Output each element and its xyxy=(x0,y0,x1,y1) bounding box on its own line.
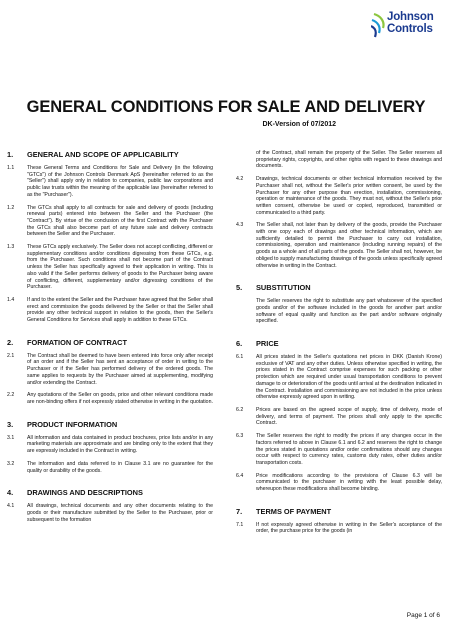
clause: 1.3 These GTCs apply exclusively. The Seller does not accept conflicting, different or supplementary conditions and/or conditions digressing from these GTCs, e.g. from the Purchaser. Such conditions shall not become part of the Contract unless the Seller has specifically agreed to their application in writing. This is also valid if the Seller performs delivery of goods to the Purchaser being aware of conflicting, different, supplementary and/or digressing conditions of the Purchaser. xyxy=(7,244,213,291)
clause-continued: of the Contract, shall remain the property of the Seller. The Seller reserves all proprietary rights, copyrights, and other rights with regard to these drawings and documents. xyxy=(256,150,442,170)
left-column xyxy=(7,150,213,529)
logo-line-1: Johnson xyxy=(387,11,434,23)
section-heading: 6. PRICE xyxy=(236,339,279,349)
page-number: Page 1 of 6 xyxy=(406,612,440,619)
clause: 1.4 If and to the extent the Seller and the Purchaser have agreed that the Seller shall erect and commission the goods delivered by the Seller or that the Seller shall provide any other technical support in relation to the goods, then the Seller's General Conditions for Services shall apply in addition to these GTCs. xyxy=(7,296,214,324)
clause: 4.3 The Seller shall, not later than by delivery of the goods, provide the Purchaser with one copy each of drawings and other technical information, which are sufficiently detailed to permit the Purchaser to carry out installation, commissioning, operation and maintenance (including running repairs) of the goods as a whole and of all parts of the goods. The Seller shall not, however, be obliged to supply manufacturing drawings of the goods unless specifically agreed otherwise in writing in the Contract. xyxy=(236,222,442,269)
section-heading: 2. FORMATION OF CONTRACT xyxy=(7,337,128,347)
clause: 2.1 The Contract shall be deemed to have been entered into force only after receipt of an order and if the Seller has sent an acceptance of order in writing to the Purchaser or if the Seller has performed delivery of the ordered goods. The same applies to requests by the Purchaser aimed at supplementing, modifying and/or extending the Contract. xyxy=(7,352,213,386)
section-heading: 7. TERMS OF PAYMENT xyxy=(236,506,332,516)
logo-mark-icon xyxy=(371,12,387,38)
clause: 7.1 If not expressly agreed otherwise in writing in the Seller's acceptance of the order, the purchase price for the goods (in xyxy=(236,521,442,535)
section-heading: 1. GENERAL AND SCOPE OF APPLICABILITY xyxy=(7,150,179,159)
clause: 2.2 Any quotations of the Seller on goods, price and other relevant conditions made are non-binding offers if not expressly stated otherwise in writing in the quotation. xyxy=(7,392,213,405)
clause: 6.4 Price modifications according to the provisions of Clause 6.3 will be communicated to the purchaser in writing with the least possible delay, whereupon these modifications shall become binding. xyxy=(236,472,442,493)
section-heading: 3. PRODUCT INFORMATION xyxy=(7,419,118,429)
clause: 3.1 All information and data contained in product brochures, price lists and/or in any marketing materials are approximate and are binding only to the extent that they are expressly included in the Contract in writing. xyxy=(7,434,213,455)
clause: The Seller reserves the right to substitute any part whatsoever of the specified goods and/or of the software included in the goods for another part and/or software of equal quality and function as the part and/or software originally specified. xyxy=(256,298,442,325)
clause: 4.2 Drawings, technical documents or other technical information received by the Purchaser shall not, without the Seller's prior written consent, be used by the Purchaser for any other purpose than erection, installation, commissioning, operation or maintenance of the goods. They must not, without the Seller's prior written consent, otherwise be used or copied, reproduced, transmitted or communicated to a third party. xyxy=(236,176,442,216)
clause: 6.1 All prices stated in the Seller's quotations net prices in DKK (Danish Krone) exclusive of VAT and any other duties. Unless otherwise specified in writing, the prices stated in the Contract comprise expenses for such packing or other protection which are required under usual transportation conditions to prevent damage to or deterioration of the goods until arrival at the destination indicated in the Contract. Installation and commissioning are not included in the price unless otherwise expressly agreed upon in writing. xyxy=(236,354,443,401)
clause: 1.1 These General Terms and Conditions for Sale and Delivery (in the following "GTCs") of the Johnson Controls Denmark ApS (hereinafter referred to as the "Seller") shall apply only in relation to companies, public law corporations and public law trusts within the meaning of the applicable law (hereinafter referred to as the "Purchaser"). xyxy=(7,165,213,198)
right-column xyxy=(236,150,442,541)
clause: 6.2 Prices are based on the agreed scope of supply, time of delivery, mode of delivery, and terms of payment. The prices shall only apply to the specific Contract. xyxy=(236,406,442,427)
section-heading: 5. SUBSTITUTION xyxy=(236,283,311,293)
clause: 6.3 The Seller reserves the right to modify the prices if any changes occur in the factors referred to above in Clause 6.1 and 6.2 and reserves the right to change the prices stated in quotations and/or order confirmations should any changes occur with respect to currency rates, customs duty rates, other duties and/or transportation costs. xyxy=(236,433,442,466)
clause: 3.2 The information and data referred to in Clause 3.1 are no guarantee for the quality or durability of the goods. xyxy=(7,460,213,474)
clause: 4.1 All drawings, technical documents and any other documents relating to the goods or their manufacture submitted by the Seller to the Purchaser, prior or subsequent to the formation xyxy=(7,503,213,523)
document-title: GENERAL CONDITIONS FOR SALE AND DELIVERY xyxy=(26,98,426,116)
logo-line-2: Controls xyxy=(387,23,433,35)
section-heading: 4. DRAWINGS AND DESCRIPTIONS xyxy=(7,488,143,498)
clause: 1.2 The GTCs shall apply to all contracts for sale and delivery of goods (including renewal parts) entered into between the Seller and the Purchaser (the "Contract"). By virtue of the conclusion of the first Contract with the Purchaser the GTCs shall also become part of any future sale and delivery contracts between the Seller and the Purchaser. xyxy=(7,204,213,238)
document-version: DK-Version of 07/2012 xyxy=(262,121,336,128)
johnson-controls-logo xyxy=(371,11,443,56)
